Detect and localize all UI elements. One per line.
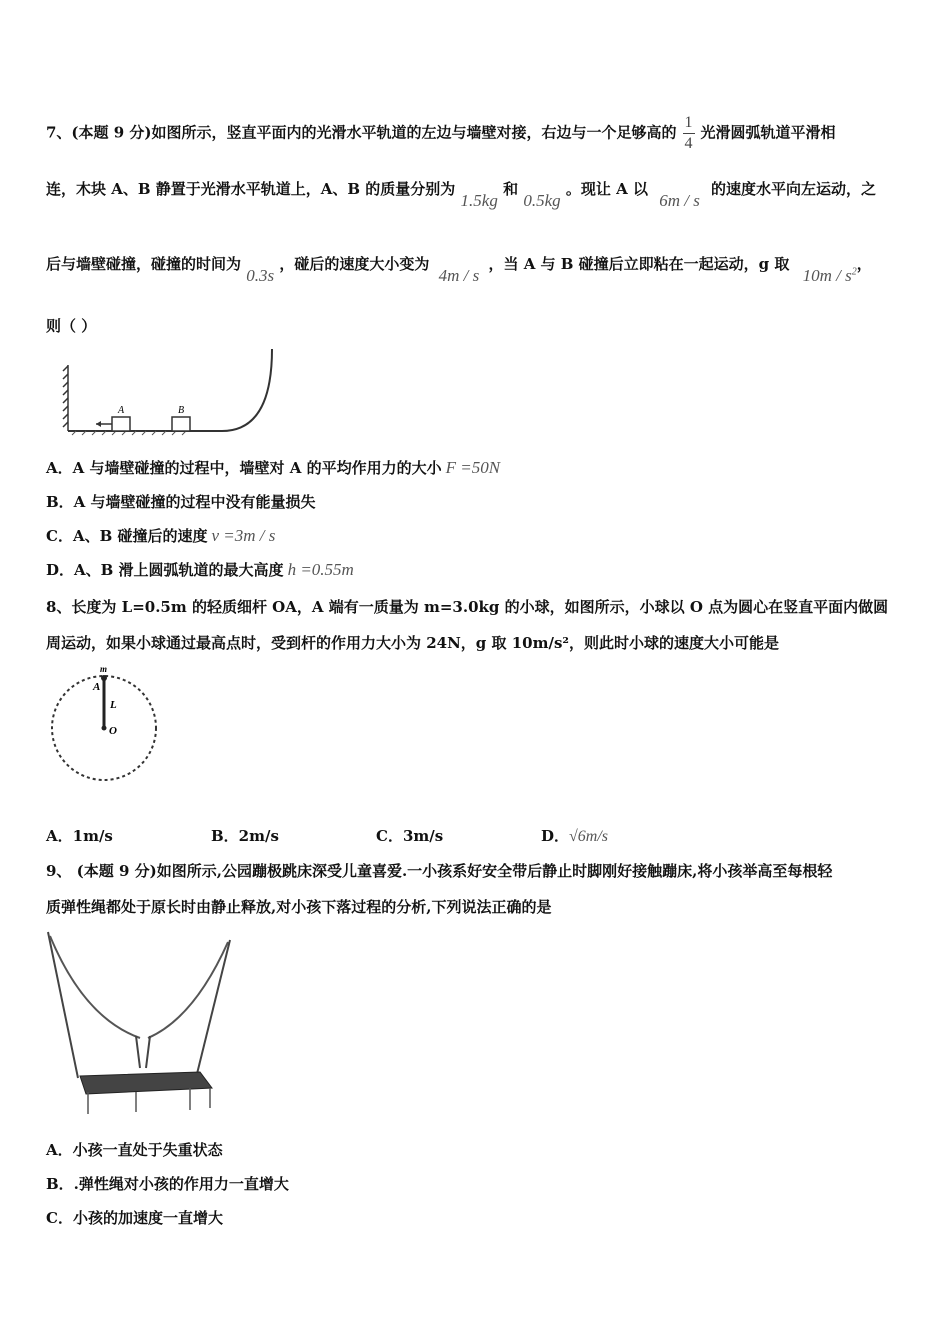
q8-option-c[interactable]: C．3m/s <box>376 827 444 845</box>
q7-track-figure <box>62 345 282 437</box>
label-l: L <box>110 699 117 711</box>
block-a <box>112 417 130 431</box>
q7-line-4: 则（ ） <box>46 317 97 335</box>
q8-circle-figure <box>46 662 166 782</box>
block-b <box>172 417 190 431</box>
initial-velocity: 6m / s <box>659 191 700 210</box>
left-elastic-cord <box>50 936 140 1038</box>
q8-line-2: 周运动，如果小球通过最高点时，受到杆的作用力大小为 24N，g 取 10m/s²，则此时小球的速度大小可能是 <box>46 634 779 652</box>
right-elastic-cord <box>148 942 228 1038</box>
trampoline-bed <box>80 1072 212 1094</box>
quarter-fraction: $\frac{1}{4}$ <box>684 114 693 152</box>
q7-line-1: 7、(本题 9 分)如图所示，竖直平面内的光滑水平轨道的左边与墙壁对接，右边与一个足够高的 $\frac{1}{4}$ 光滑圆弧轨道平滑相 <box>46 114 836 152</box>
q8-option-b[interactable]: B．2m/s <box>211 827 279 845</box>
ball <box>101 675 107 681</box>
q9-trampoline-figure <box>44 928 236 1118</box>
q7-line-3: 后与墙壁碰撞，碰撞的时间为 0.3s ，碰后的速度大小变为 4m / s ，当 A 与 B 碰撞后立即粘在一起运动，g 取 $10m / s^2$， <box>46 255 872 285</box>
right-pole <box>194 940 230 1086</box>
mass-a: 1.5kg <box>460 191 498 210</box>
mass-b: 0.5kg <box>523 191 561 210</box>
q9-line-1: 9、 (本题 9 分)如图所示,公园蹦极跳床深受儿童喜爱.一小孩系好安全带后静止时脚刚好接触蹦床,将小孩举高至每根轻 <box>46 862 833 880</box>
q8-line-1: 8、长度为 L=0.5m 的轻质细杆 OA，A 端有一质量为 m=3.0kg 的小球，如图所示，小球以 O 点为圆心在竖直平面内做圆 <box>46 598 889 616</box>
harness <box>136 1036 150 1068</box>
q8-option-d[interactable]: D．√6m/s <box>541 827 609 845</box>
q9-option-b[interactable]: B．.弹性绳对小孩的作用力一直增大 <box>46 1175 289 1193</box>
label-b: B <box>178 405 185 416</box>
label-a: A <box>118 405 125 416</box>
pivot-o <box>102 726 107 731</box>
wall <box>63 365 68 431</box>
horizontal-track-and-arc <box>68 349 272 431</box>
q7-option-a[interactable]: A．A 与墙壁碰撞的过程中，墙壁对 A 的平均作用力的大小 F =50N <box>46 458 501 477</box>
q9-option-a[interactable]: A．小孩一直处于失重状态 <box>46 1141 223 1159</box>
label-a: A <box>93 681 101 693</box>
q7-option-b[interactable]: B．A 与墙壁碰撞的过程中没有能量损失 <box>46 493 316 511</box>
q7-option-c[interactable]: C．A、B 碰撞后的速度 v =3m / s <box>46 526 276 545</box>
q9-option-c[interactable]: C．小孩的加速度一直增大 <box>46 1209 223 1227</box>
collision-time: 0.3s <box>246 266 275 285</box>
q7-line-2: 连，木块 A、B 静置于光滑水平轨道上，A、B 的质量分别为 1.5kg 和 0.5kg 。现让 A 以 6m / s 的速度水平向左运动，之 <box>46 180 877 210</box>
q7-option-d[interactable]: D．A、B 滑上圆弧轨道的最大高度 h =0.55m <box>46 560 354 579</box>
q8-option-a[interactable]: A．1m/s <box>46 827 113 845</box>
rebound-velocity: 4m / s <box>438 266 480 285</box>
q9-line-2: 质弹性绳都处于原长时由静止释放,对小孩下落过程的分析,下列说法正确的是 <box>46 898 552 916</box>
left-pole <box>48 932 78 1078</box>
label-m: m <box>100 664 108 674</box>
gravity-value: $10m / s^2$ <box>802 266 857 285</box>
label-o: O <box>109 725 117 737</box>
